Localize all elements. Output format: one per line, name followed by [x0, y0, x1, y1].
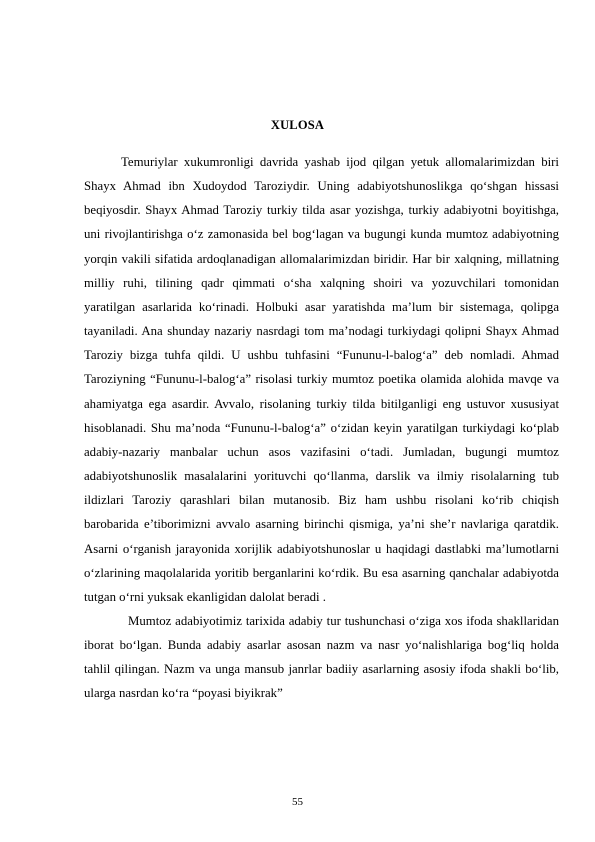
section-title: XULOSA	[270, 118, 325, 132]
paragraph-conclusion-1: Temuriylar xukumronligi davrida yashab ijod qilgan yetuk allomalarimizdan biri Shayx Ahmad ibn Xudoydod Taroziydir. Uning adabiyotshunoslikga qo‘shgan hissasi beqiyosdir. Shayx Ahmad Taroziy turkiy tilda asar yozishga, turkiy adabiyotni boyitishga, uni rivojlantirishga o‘z zamonasida bel bog‘lagan va bugungi kunda mumtoz adabiyotning yorqin vakili sifatida ardoqlanadigan allomalarimizdan biridir. Har bir xalqning, millatning milliy ruhi, tilining qadr qimmati o‘sha xalqning shoiri va yozuvchilari tomonidan yaratilgan asarlarida ko‘rinadi. Holbuki asar yaratishda ma’lum bir sistemaga, qolipga tayaniladi. Ana shunday nazariy nasrdagi tom ma’nodagi turkiydagi qolipni Shayx Ahmad Taroziy bizga tuhfa qildi. U ushbu tuhfasini “Fununu-l-balog‘a” deb nomladi. Ahmad Taroziyning “Fununu-l-balog‘a” risolasi turkiy mumtoz poetika olamida alohida mavqe va ahamiyatga ega asardir. Avvalo, risolaning turkiy tilda bitilganligi eng ustuvor xususiyat hisoblanadi. Shu ma’noda “Fununu-l-balog‘a” o‘zidan keyin yaratilgan turkiydagi ko‘plab adabiy-nazariy manbalar uchun asos vazifasini o‘tadi. Jumladan, bugungi mumtoz adabiyotshunoslik masalalarini yorituvchi qo‘llanma, darslik va ilmiy risolalarning tub ildizlari Taroziy qarashlari bilan mutanosib. Biz ham ushbu risolani ko‘rib chiqish barobarida e’tiborimizni avvalo asarning birinchi qismiga, ya’ni she’r navlariga qaratdik. Asarni o‘rganish jarayonida xorijlik adabiyotshunoslar u haqidagi dastlabki ma’lumotlarni o‘zlarining maqolalarida yoritib berganlarini ko‘rdik. Bu esa asarning qanchalar adabiyotda tutgan o‘rni yuksak ekanligidan dalolat beradi .	[84, 155, 559, 604]
paragraph-conclusion-2: Mumtoz adabiyotimiz tarixida adabiy tur tushunchasi o‘ziga xos ifoda shakllaridan iborat bo‘lgan. Bunda adabiy asarlar asosan nazm va nasr yo‘nalishlariga bog‘liq holda tahlil qilingan. Nazm va unga mansub janrlar badiiy asarlarning asosiy ifoda shakli bo‘lib, ularga nasrdan ko‘ra “poyasi biyikrak”	[84, 613, 559, 701]
body-text	[84, 150, 559, 706]
page-number: 55	[292, 796, 303, 808]
